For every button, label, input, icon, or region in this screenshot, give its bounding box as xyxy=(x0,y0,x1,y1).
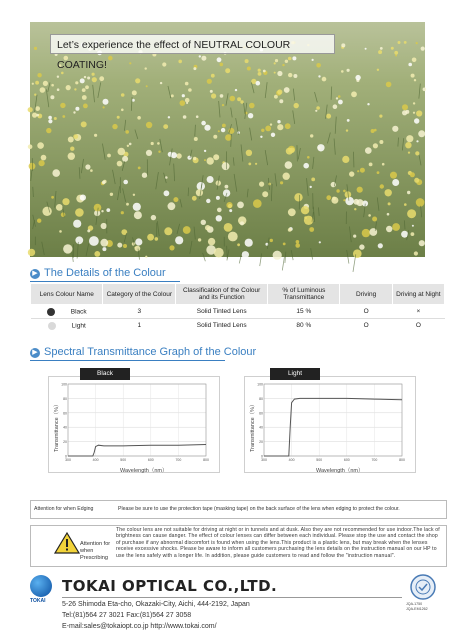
black-transmittance-chart xyxy=(62,380,212,466)
x-tick-label: 800 xyxy=(399,458,405,462)
driving-cell: O xyxy=(340,319,392,333)
y-tick-label: 100 xyxy=(257,382,263,387)
x-tick-label: 700 xyxy=(175,458,182,462)
category-cell: 1 xyxy=(103,319,176,333)
company-name: TOKAI OPTICAL CO.,LTD. xyxy=(62,577,278,595)
y-tick-label: 80 xyxy=(259,396,263,401)
table-row xyxy=(31,319,445,333)
black-y-axis-label: Transmittance（%） xyxy=(54,401,60,452)
light-x-axis-label: Wavelength（nm） xyxy=(316,468,364,474)
y-tick-label: 40 xyxy=(63,425,67,430)
header-cell: Category of the Colour xyxy=(103,284,176,305)
certification-seal-icon xyxy=(410,574,436,600)
company-email: E-mail:sales@tokaiopt.co.jp http://www.tokai.com/ xyxy=(62,623,217,630)
company-logo-icon xyxy=(30,575,52,597)
company-phone: Tel:(81)564 27 3021 Fax:(81)564 27 3058 xyxy=(62,612,192,619)
table-row xyxy=(31,305,445,319)
header-cell: % of Luminous Transmittance xyxy=(268,284,340,305)
warning-icon xyxy=(54,532,80,554)
x-tick-label: 600 xyxy=(147,458,154,462)
light-graph-tab: Light xyxy=(270,368,320,380)
y-tick-label: 60 xyxy=(259,411,263,416)
x-tick-label: 600 xyxy=(343,458,350,462)
x-tick-label: 500 xyxy=(316,458,323,462)
light-transmittance-chart xyxy=(258,380,408,466)
brand-mark: TOKAI xyxy=(30,598,46,604)
x-tick-label: 500 xyxy=(120,458,127,462)
edging-label: Attention for when Edging xyxy=(34,506,94,512)
x-tick-label: 400 xyxy=(288,458,295,462)
transmittance-cell: 80 % xyxy=(268,319,340,333)
lens-name: Light xyxy=(71,322,86,330)
y-tick-label: 20 xyxy=(63,440,67,445)
prescribing-label: Attention for when Prescribing xyxy=(80,541,111,561)
y-tick-label: 80 xyxy=(63,396,67,401)
section-arrow-icon: ▶ xyxy=(30,348,40,358)
black-swatch xyxy=(47,308,55,316)
y-tick-label: 40 xyxy=(259,425,263,430)
classification-cell: Solid Tinted Lens xyxy=(176,319,268,333)
hero-caption: Let’s experience the effect of NEUTRAL COLOUR COATING! xyxy=(50,34,335,54)
classification-cell: Solid Tinted Lens xyxy=(176,305,268,319)
lens-name: Black xyxy=(70,308,87,316)
x-tick-label: 300 xyxy=(65,458,71,462)
light-swatch xyxy=(48,322,56,330)
cert-code-1: JQA-1750 xyxy=(406,602,423,606)
black-x-axis-label: Wavelength（nm） xyxy=(120,468,168,474)
transmittance-line xyxy=(68,445,206,457)
edging-text: Please be sure to use the protection tape (masking tape) on the back surface of the lens when edging to protect the colour. xyxy=(118,506,400,512)
y-tick-label: 0 xyxy=(261,454,263,459)
table-header-row xyxy=(31,284,445,305)
night-cell: O xyxy=(392,319,444,333)
y-tick-label: 0 xyxy=(65,454,67,459)
plot-area xyxy=(264,384,402,456)
night-cell: × xyxy=(392,305,444,319)
x-tick-label: 300 xyxy=(261,458,267,462)
y-tick-label: 60 xyxy=(63,411,67,416)
header-cell: Classification of the Colour and its Function xyxy=(176,284,268,305)
footer-rule xyxy=(62,597,402,598)
y-tick-label: 20 xyxy=(259,440,263,445)
spectral-title: Spectral Transmittance Graph of the Colour xyxy=(44,346,257,358)
details-rule xyxy=(30,281,180,282)
x-tick-label: 800 xyxy=(203,458,209,462)
x-tick-label: 400 xyxy=(92,458,99,462)
category-cell: 3 xyxy=(103,305,176,319)
cert-code-2: JQA-EM1262 xyxy=(406,607,428,611)
x-tick-label: 700 xyxy=(371,458,378,462)
prescribing-text: The colour lens are not suitable for driving at night or in tunnels and at dusk. Also they are not recommended for use indoor.The lack of brightness can cause danger. The effect of colour lenses can differ between each individual. Please stop the use and contact the shop of purchase if any abnormal discomfort is found when using the lens.This product is a plastic lens, but may break when the lenses receive excessive shocks. Please be aware to inform all customers purchasing the lens details on the instruction manual on our HP to use the lens safely with a longer life. In addition, please guide customers to read and follow the "instruction manual". xyxy=(116,527,440,559)
header-cell: Driving at Night xyxy=(392,284,444,305)
colour-details-table xyxy=(30,283,445,332)
section-arrow-icon: ▶ xyxy=(30,269,40,279)
y-tick-label: 100 xyxy=(61,382,67,387)
spectral-rule xyxy=(30,360,225,361)
lens-name-cell xyxy=(31,305,103,319)
driving-cell: O xyxy=(340,305,392,319)
transmittance-cell: 15 % xyxy=(268,305,340,319)
lens-name-cell xyxy=(31,319,103,333)
header-cell: Driving xyxy=(340,284,392,305)
details-title: The Details of the Colour xyxy=(44,267,166,279)
company-address: 5-26 Shimoda Eta-cho, Okazaki-City, Aichi, 444-2192, Japan xyxy=(62,601,250,608)
black-graph-tab: Black xyxy=(80,368,130,380)
light-y-axis-label: Transmittance（%） xyxy=(250,401,256,452)
header-cell: Lens Colour Name xyxy=(31,284,103,305)
